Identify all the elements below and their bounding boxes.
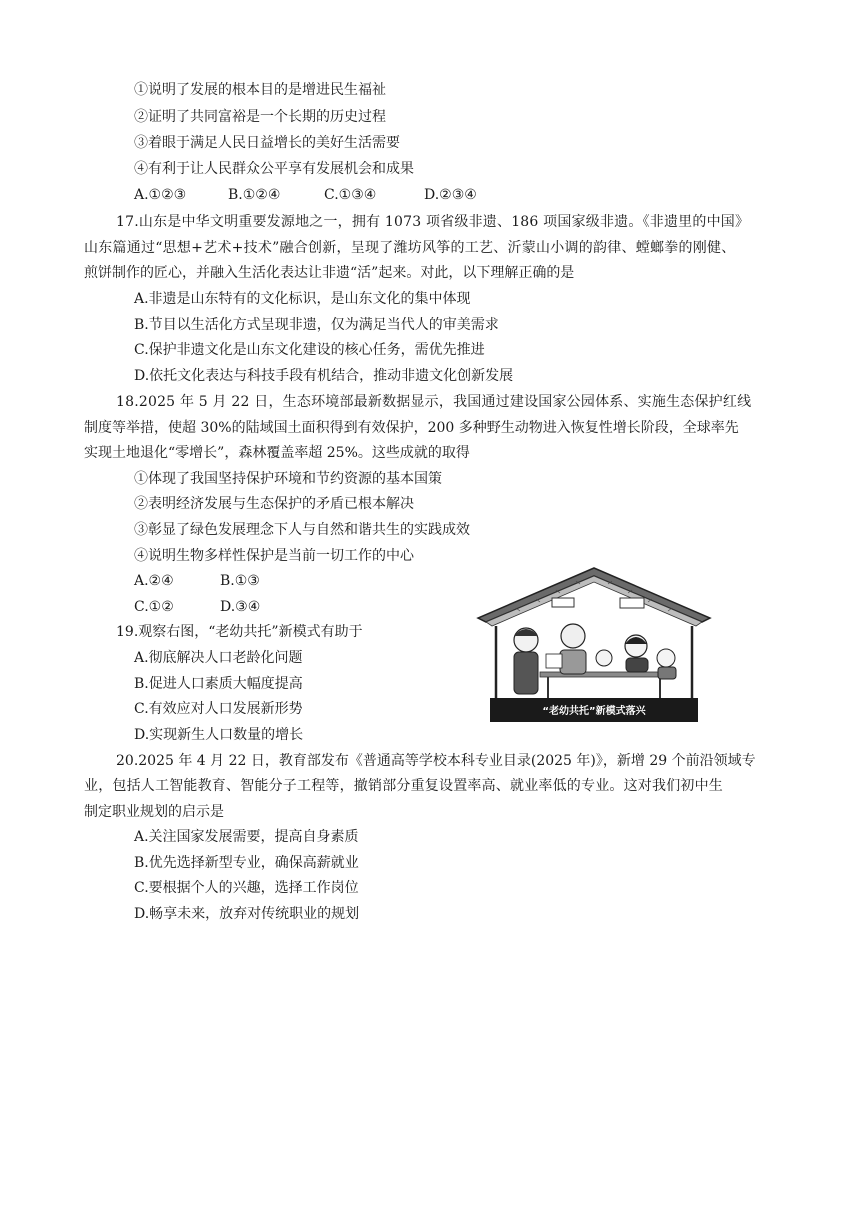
q16-option-a[interactable]: A.①②③ bbox=[134, 187, 187, 203]
q16-option-c[interactable]: C.①③④ bbox=[324, 187, 377, 203]
q17-option-c[interactable]: C.保护非遗文化是山东文化建设的核心任务，需优先推进 bbox=[134, 342, 485, 358]
q17-option-d[interactable]: D.依托文化表达与科技手段有机结合，推动非遗文化创新发展 bbox=[134, 368, 514, 384]
q17-option-a[interactable]: A.非遗是山东特有的文化标识，是山东文化的集中体现 bbox=[134, 291, 471, 307]
q18-option-c[interactable]: C.①② bbox=[134, 599, 174, 615]
q19-option-b[interactable]: B.促进人口素质大幅度提高 bbox=[134, 676, 303, 692]
figure-caption: “老幼共托”新模式落兴 bbox=[542, 706, 646, 717]
q18-statement-1: ①体现了我国坚持保护环境和节约资源的基本国策 bbox=[134, 471, 442, 487]
q16-option-b[interactable]: B.①②④ bbox=[228, 187, 281, 203]
q17-option-b[interactable]: B.节目以生活化方式呈现非遗，仅为满足当代人的审美需求 bbox=[134, 317, 499, 333]
q20-option-d[interactable]: D.畅享未来，放弃对传统职业的规划 bbox=[134, 906, 360, 922]
q16-statement-1: ①说明了发展的根本目的是增进民生福祉 bbox=[134, 82, 386, 98]
q20-stem-line-2: 业，包括人工智能教育、智能分子工程等，撤销部分重复设置率高、就业率低的专业。这对我们初中生 bbox=[84, 778, 723, 794]
q18-option-b[interactable]: B.①③ bbox=[220, 573, 260, 589]
q17-stem-line-1: 17.山东是中华文明重要发源地之一，拥有 1073 项省级非遗、186 项国家级非遗。《非遗里的中国》 bbox=[116, 214, 750, 230]
q18-stem-line-1: 18.2025 年 5 月 22 日，生态环境部最新数据显示，我国通过建设国家公园体系、实施生态保护红线 bbox=[116, 394, 752, 410]
q16-option-d[interactable]: D.②③④ bbox=[424, 187, 477, 203]
q19-option-d[interactable]: D.实现新生人口数量的增长 bbox=[134, 727, 304, 743]
q18-stem-line-2: 制度等举措，使超 30%的陆域国土面积得到有效保护，200 多种野生动物进入恢复性增长阶段，全球率先 bbox=[84, 420, 739, 436]
q20-option-a[interactable]: A.关注国家发展需要，提高自身素质 bbox=[134, 829, 359, 845]
q17-stem-line-2: 山东篇通过“思想+艺术+技术”融合创新，呈现了潍坊风筝的工艺、沂蒙山小调的韵律、螳螂拳的刚健、 bbox=[84, 240, 736, 256]
q19-stem: 19.观察右图，“老幼共托”新模式有助于 bbox=[116, 624, 363, 640]
q18-statement-4: ④说明生物多样性保护是当前一切工作的中心 bbox=[134, 548, 414, 564]
q18-options-row-1 bbox=[134, 571, 260, 591]
q18-option-d[interactable]: D.③④ bbox=[220, 599, 261, 615]
q17-stem-line-3: 煎饼制作的匠心，并融入生活化表达让非遗“活”起来。对此，以下理解正确的是 bbox=[84, 265, 575, 281]
q16-statement-3: ③着眼于满足人民日益增长的美好生活需要 bbox=[134, 135, 400, 151]
q18-statement-3: ③彰显了绿色发展理念下人与自然和谐共生的实践成效 bbox=[134, 522, 470, 538]
q19-option-a[interactable]: A.彻底解决人口老龄化问题 bbox=[134, 650, 303, 666]
q18-stem-line-3: 实现土地退化“零增长”，森林覆盖率超 25%。这些成就的取得 bbox=[84, 445, 470, 461]
q18-statement-2: ②表明经济发展与生态保护的矛盾已根本解决 bbox=[134, 496, 414, 512]
q16-options bbox=[134, 185, 477, 205]
q18-option-a[interactable]: A.②④ bbox=[134, 573, 174, 589]
q20-stem-line-3: 制定职业规划的启示是 bbox=[84, 804, 224, 820]
q18-options-row-2 bbox=[134, 597, 260, 617]
elderly-child-care-illustration bbox=[476, 566, 712, 724]
q16-statement-4: ④有利于让人民群众公平享有发展机会和成果 bbox=[134, 161, 414, 177]
q20-stem-line-1: 20.2025 年 4 月 22 日，教育部发布《普通高等学校本科专业目录(2025 年)》，新增 29 个前沿领域专 bbox=[116, 753, 756, 769]
q20-option-c[interactable]: C.要根据个人的兴趣，选择工作岗位 bbox=[134, 880, 359, 896]
q16-statement-2: ②证明了共同富裕是一个长期的历史过程 bbox=[134, 109, 386, 125]
house-drawing bbox=[476, 566, 712, 724]
q20-option-b[interactable]: B.优先选择新型专业，确保高薪就业 bbox=[134, 855, 359, 871]
q19-option-c[interactable]: C.有效应对人口发展新形势 bbox=[134, 701, 303, 717]
